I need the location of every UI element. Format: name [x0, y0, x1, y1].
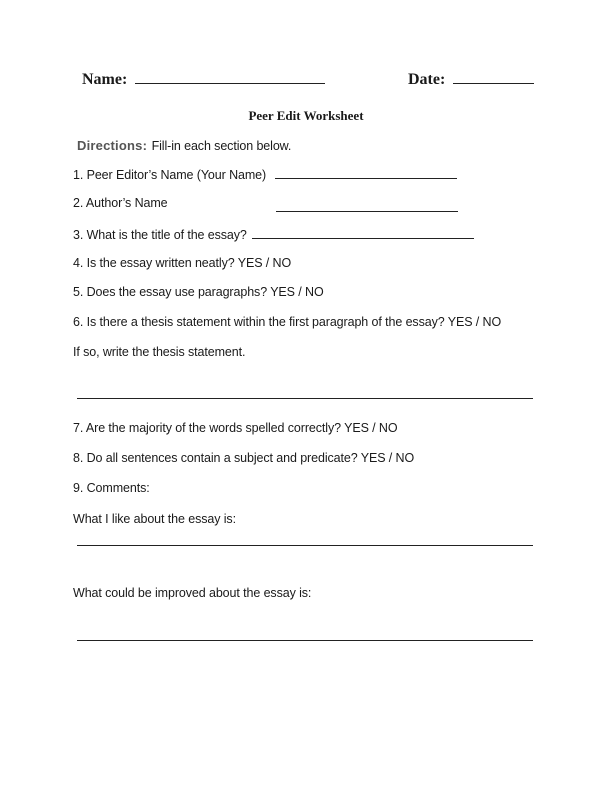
directions	[77, 137, 291, 155]
question-1-text: 1. Peer Editor’s Name (Your Name)	[73, 168, 267, 182]
question-2-text: 2. Author’s Name	[73, 196, 168, 210]
question-3-blank[interactable]	[252, 226, 474, 239]
directions-label: Directions:	[77, 138, 148, 153]
improve-prompt: What could be improved about the essay is:	[73, 586, 312, 600]
question-5: 5. Does the essay use paragraphs? YES / NO	[73, 285, 324, 299]
date-label: Date:	[408, 71, 446, 88]
name-field	[82, 71, 325, 89]
directions-text: Fill-in each section below.	[151, 139, 292, 153]
question-1	[73, 166, 457, 182]
question-3-text: 3. What is the title of the essay?	[73, 228, 247, 242]
name-label: Name:	[82, 71, 128, 88]
question-2	[73, 196, 168, 210]
question-6-followup: If so, write the thesis statement.	[73, 345, 246, 359]
question-7: 7. Are the majority of the words spelled correctly? YES / NO	[73, 421, 398, 435]
page-title: Peer Edit Worksheet	[248, 108, 364, 123]
question-8: 8. Do all sentences contain a subject and predicate? YES / NO	[73, 451, 415, 465]
question-2-blank[interactable]	[276, 211, 458, 212]
thesis-answer-line[interactable]	[77, 398, 533, 399]
date-blank[interactable]	[453, 71, 534, 84]
question-9: 9. Comments:	[73, 481, 150, 495]
name-blank[interactable]	[135, 71, 325, 84]
question-3	[73, 226, 474, 242]
like-answer-line[interactable]	[77, 545, 533, 546]
question-4: 4. Is the essay written neatly? YES / NO	[73, 256, 292, 270]
question-6: 6. Is there a thesis statement within the first paragraph of the essay? YES / NO	[73, 315, 502, 329]
date-field	[408, 71, 534, 89]
improve-answer-line[interactable]	[77, 640, 533, 641]
like-prompt: What I like about the essay is:	[73, 512, 236, 526]
question-1-blank[interactable]	[275, 166, 457, 179]
